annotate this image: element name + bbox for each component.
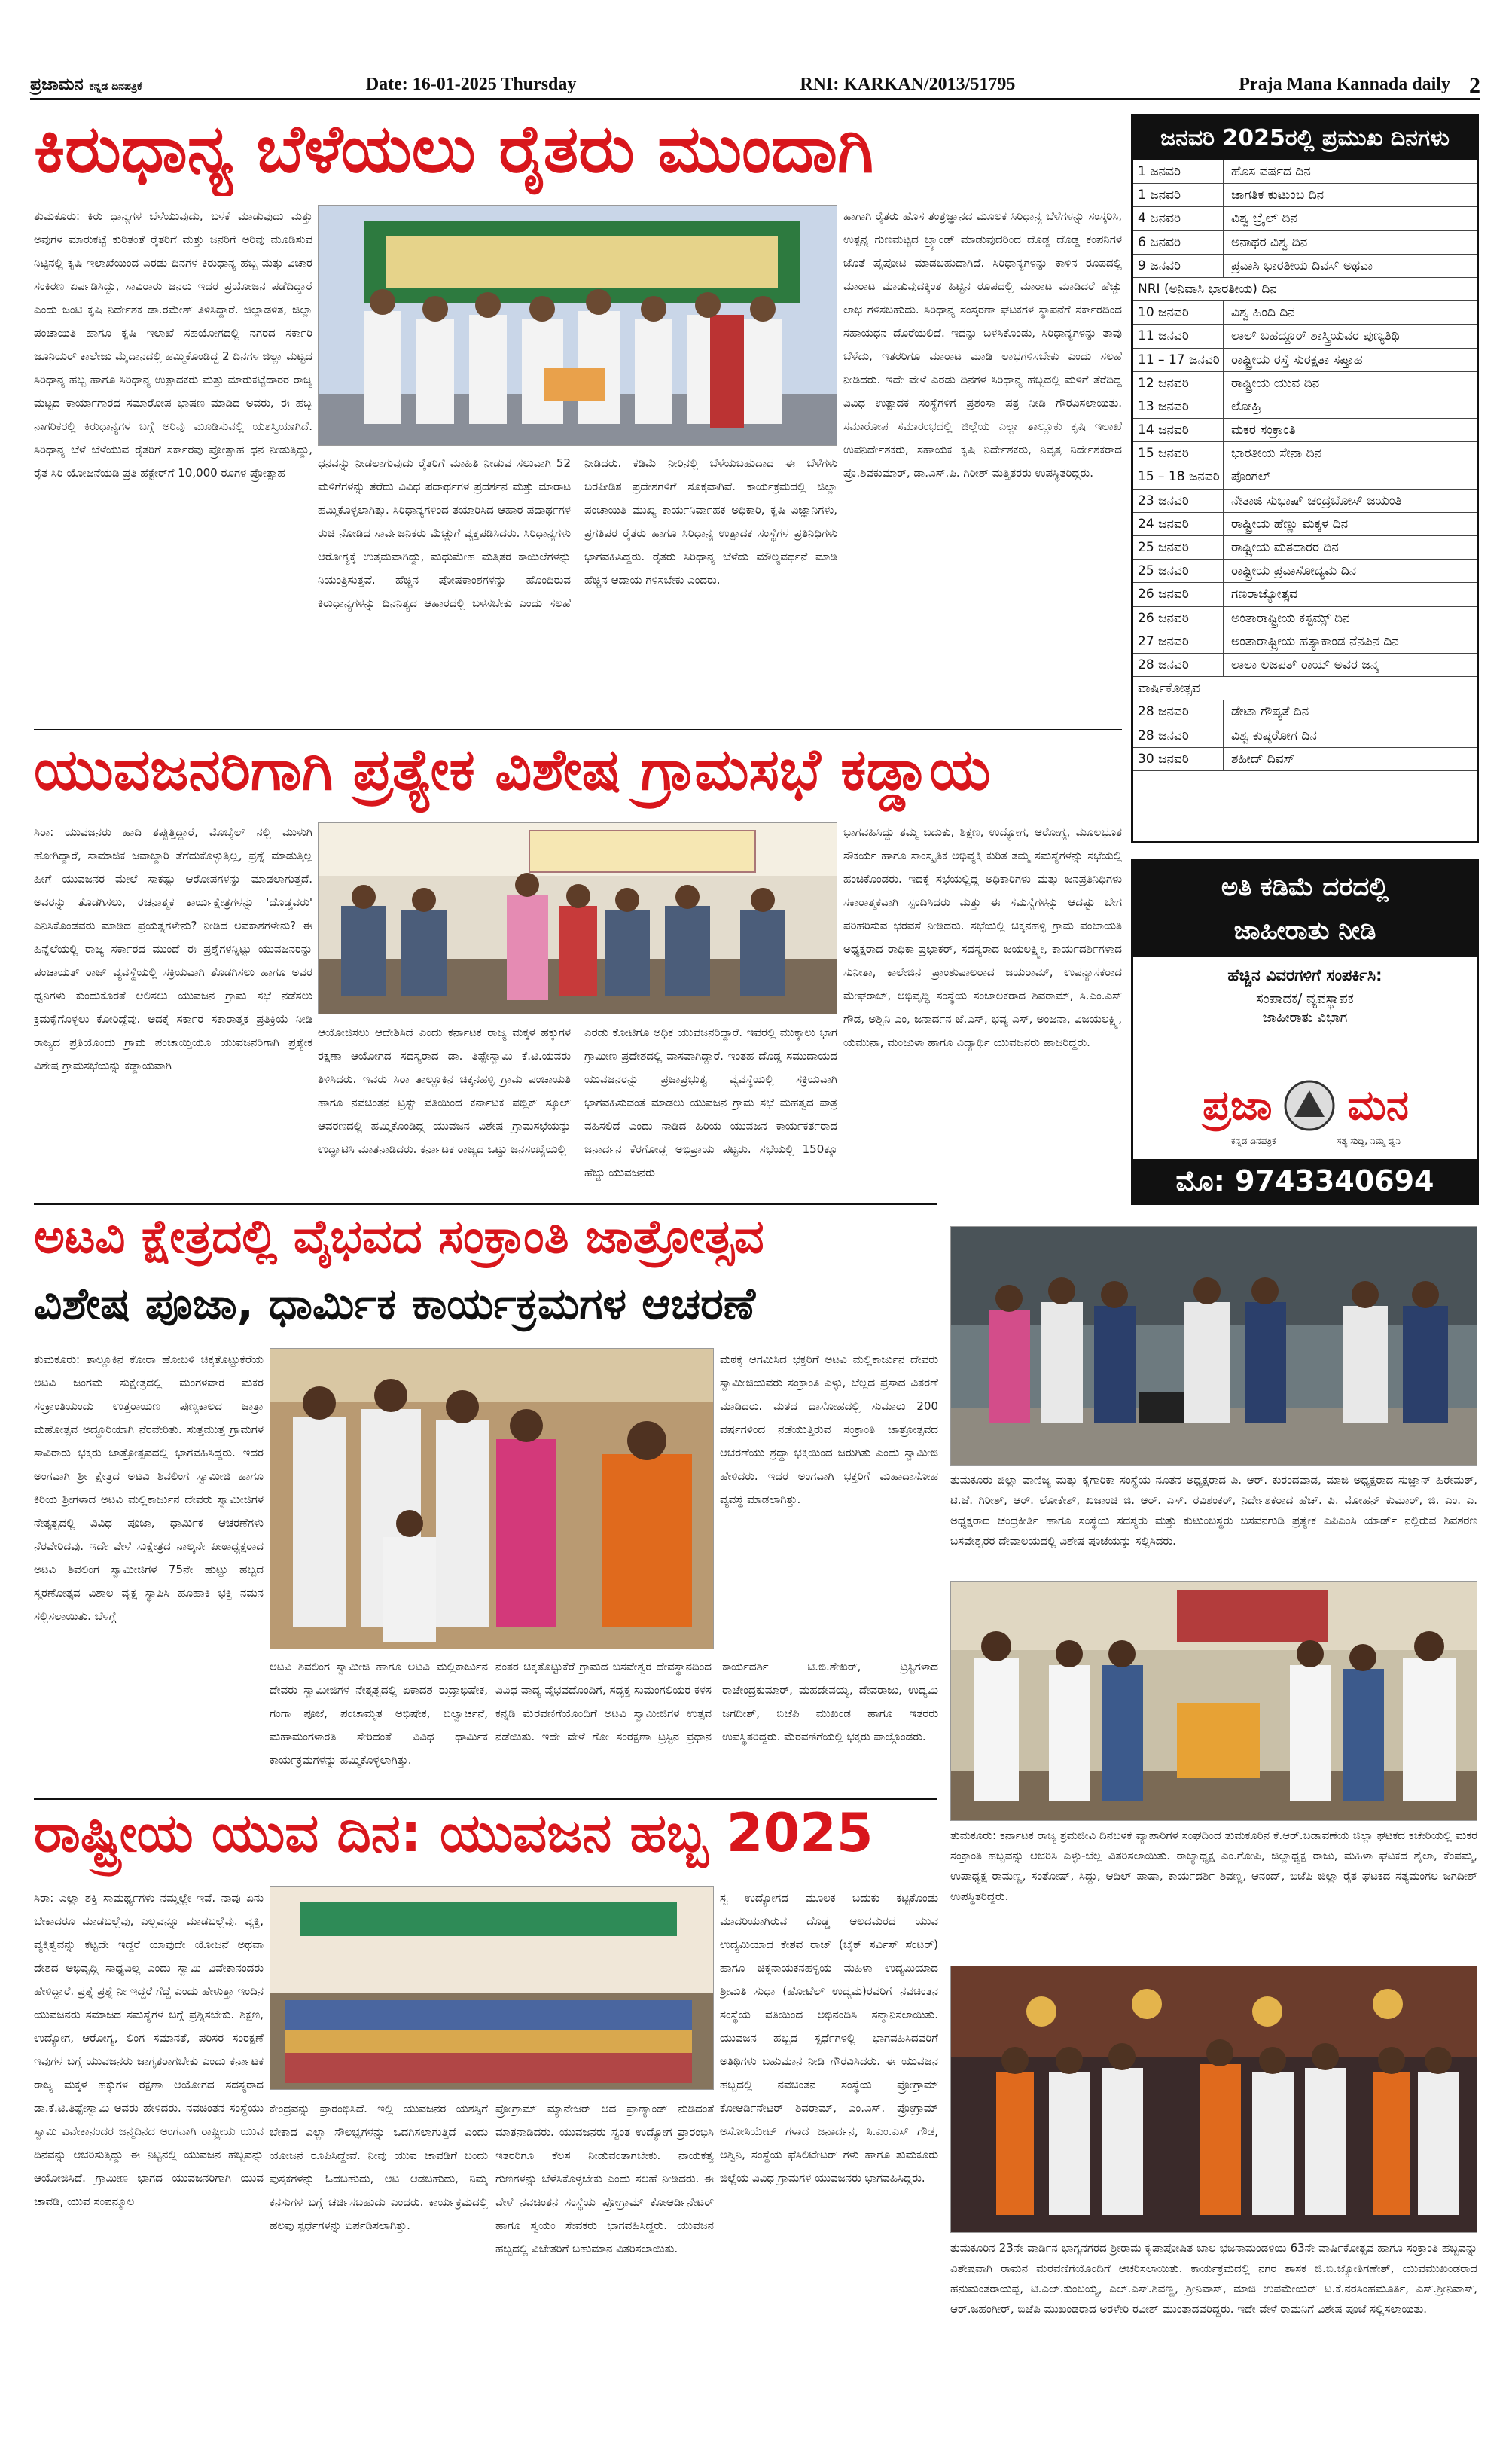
masthead-rni: RNI: KARKAN/2013/51795: [800, 75, 1016, 94]
a2-photo: [318, 822, 837, 1014]
important-day-row: [1133, 654, 1477, 677]
ad-dept1: ಸಂಪಾದಕ/ ವ್ಯವಸ್ಥಾಪಕ: [1256, 991, 1354, 1007]
a4-col3: ಪ್ರೋಗ್ರಾಮ್ ಮ್ಯಾನೇಜರ್ ಆದ ಪ್ರಾಣ್ಯಾಂಡ್ ನುಡಿದಂತೆ ಮಾತನಾಡಿದರು. ಯುವಜನರು ಸ್ವಂತ ಉದ್ಯೋಗ ಪ್ರಾರಂಭಿಸಿ ಇತರರಿಗೂ ಕೆಲಸ ನೀಡುವಂತಾಗಬೇಕು. ನಾಯಕತ್ವ ಗುಣಗಳನ್ನು ಬೆಳೆಸಿಕೊಳ್ಳಬೇಕು ಎಂದು ಸಲಹೆ ನೀಡಿದರು. ಈ ವೇಳೆ ನವಚಿಂತನ ಸಂಸ್ಥೆಯ ಪ್ರೋಗ್ರಾಮ್ ಕೋಆರ್ಡಿನೇಟರ್ ಹಾಗೂ ಸ್ವಯಂ ಸೇವಕರು ಭಾಗವಹಿಸಿದ್ದರು. ಯುವಜನ ಹಬ್ಬದಲ್ಲಿ ವಿಜೇತರಿಗೆ ಬಹುಮಾನ ವಿತರಿಸಲಾಯಿತು.: [495, 2102, 714, 2256]
important-day-date: 25 ಜನವರಿ: [1133, 560, 1224, 582]
important-day-row: [1133, 278, 1477, 301]
important-day-event: ಡೇಟಾ ಗೌಪ್ಯತೆ ದಿನ: [1231, 704, 1309, 720]
important-day-date: 15 – 18 ಜನವರಿ: [1133, 465, 1224, 488]
ad-line2: ಜಾಹೀರಾತು ನೀಡಿ: [1233, 916, 1376, 946]
a2-col2: ಆಯೋಜಿಸಲು ಆದೇಶಿಸಿದೆ ಎಂದು ಕರ್ನಾಟಕ ರಾಜ್ಯ ಮಕ್ಕಳ ಹಕ್ಕುಗಳ ರಕ್ಷಣಾ ಆಯೋಗದ ಸದಸ್ಯರಾದ ಡಾ. ತಿಪ್ಪೇಸ್ವಾಮಿ ಕೆ.ಟಿ.ಯವರು ತಿಳಿಸಿದರು. ಇವರು ಸಿರಾ ತಾಲ್ಲೂಕಿನ ಚಿಕ್ಕನಹಳ್ಳಿ ಗ್ರಾಮ ಪಂಚಾಯತಿ ಹಾಗೂ ನವಚಿಂತನ ಟ್ರಸ್ಟ್ ವತಿಯಿಂದ ಕರ್ನಾಟಕ ಪಬ್ಲಿಕ್ ಸ್ಕೂಲ್ ಆವರಣದಲ್ಲಿ ಹಮ್ಮಿಕೊಂಡಿದ್ದ ಯುವಜನ ವಿಶೇಷ ಗ್ರಾಮಸಭೆಯನ್ನು ಉದ್ಘಾಟಿಸಿ ಮಾತನಾಡಿದರು. ಕರ್ನಾಟಕ ರಾಜ್ಯದ ಒಟ್ಟು ಜನಸಂಖ್ಯೆಯಲ್ಲಿ: [318, 1026, 571, 1156]
a1-photo-image: [319, 206, 837, 446]
ad-logo-left: ಪ್ರಜಾ: [1203, 1081, 1273, 1129]
important-day-event: ಅಂತಾರಾಷ್ಟ್ರೀಯ ಕಸ್ಟಮ್ಸ್ ದಿನ: [1231, 610, 1350, 626]
important-day-date: 10 ಜನವರಿ: [1133, 301, 1224, 324]
masthead-logo: ಪ್ರಜಾಮನ ಕನ್ನಡ ದಿನಪತ್ರಿಕೆ: [30, 75, 142, 94]
a4-col1: ಸಿರಾ: ಎಲ್ಲಾ ಶಕ್ತಿ ಸಾಮರ್ಥ್ಯಗಳು ನಮ್ಮಲ್ಲೇ ಇವೆ. ನಾವು ಏನು ಬೇಕಾದರೂ ಮಾಡಬಲ್ಲೆವು, ಎಲ್ಲವನ್ನೂ ಮಾಡಬಲ್ಲೆವು. ವ್ಯಕ್ತಿ, ವ್ಯಕ್ತಿತ್ವವನ್ನು ಕಟ್ಟದೇ ಇದ್ದರೆ ಯಾವುದೇ ಯೋಜನೆ ಅಥವಾ ದೇಶದ ಅಭಿವೃದ್ಧಿ ಸಾಧ್ಯವಿಲ್ಲ ಎಂದು ಸ್ವಾಮಿ ವಿವೇಕಾನಂದರು ಹೇಳಿದ್ದಾರೆ. ಪ್ರಶ್ನೆ ಪ್ರಶ್ನೆ ನೀ ಇದ್ದರೆ ಗೆದ್ದೆ ಎಂದು ಹೇಳುತ್ತಾ ಇಂದಿನ ಯುವಜನರು ಸಮಾಜದ ಸಮಸ್ಯೆಗಳ ಬಗ್ಗೆ ಪ್ರಶ್ನಿಸಬೇಕು. ಶಿಕ್ಷಣ, ಉದ್ಯೋಗ, ಆರೋಗ್ಯ, ಲಿಂಗ ಸಮಾನತೆ, ಪರಿಸರ ಸಂರಕ್ಷಣೆ ಇವುಗಳ ಬಗ್ಗೆ ಯುವಜನರು ಜಾಗೃತರಾಗಬೇಕು ಎಂದು ಕರ್ನಾಟಕ ರಾಜ್ಯ ಮಕ್ಕಳ ಹಕ್ಕುಗಳ ರಕ್ಷಣಾ ಆಯೋಗದ ಸದಸ್ಯರಾದ ಡಾ.ಕೆ.ಟಿ.ತಿಪ್ಪೇಸ್ವಾಮಿ ಅವರು ಹೇಳಿದರು. ನವಚಿಂತನ ಸಂಸ್ಥೆಯು ಸ್ವಾಮಿ ವಿವೇಕಾನಂದರ ಜನ್ಮದಿನದ ಅಂಗವಾಗಿ ರಾಷ್ಟ್ರೀಯ ಯುವ ದಿನವನ್ನು ಆಚರಿಸುತ್ತಿದ್ದು ಈ ನಿಟ್ಟಿನಲ್ಲಿ ಯುವಜನ ಹಬ್ಬವನ್ನು ಆಯೋಜಿಸಿದೆ. ಗ್ರಾಮೀಣ ಭಾಗದ ಯುವಜನರಿಗಾಗಿ ಯುವ ಚಾವಡಿ, ಯುವ ಸಂಪನ್ಮೂಲ: [34, 1891, 264, 2208]
important-day-row: [1133, 700, 1477, 724]
important-day-event: ಪೊಂಗಲ್: [1231, 469, 1271, 485]
ad-logo-right: ಮನ: [1347, 1081, 1409, 1129]
right-caption-1: ತುಮಕೂರು ಜಿಲ್ಲಾ ವಾಣಿಜ್ಯ ಮತ್ತು ಕೈಗಾರಿಕಾ ಸಂಸ್ಥೆಯ ನೂತನ ಅಧ್ಯಕ್ಷರಾದ ಪಿ. ಆರ್. ಕುರಂದವಾಡ, ಮಾಜಿ ಅಧ್ಯಕ್ಷರಾದ ಸುಜ್ಞಾನ್ ಹಿರೇಮಠ್, ಟಿ.ಜೆ. ಗಿರೀಶ್, ಆರ್. ಲೋಕೇಶ್, ಖಜಾಂಚಿ ಜಿ. ಆರ್. ಎಸ್. ರವಿಶಂಕರ್, ನಿರ್ದೇಶಕರಾದ ಹೆಚ್. ಪಿ. ಮೋಹನ್ ಕುಮಾರ್, ಜಿ. ಎಂ. ಎ. ಅಧ್ಯಕ್ಷರಾದ ಚಂದ್ರಕೀರ್ತಿ ಹಾಗೂ ಸಂಸ್ಥೆಯ ಸದಸ್ಯರು ಮತ್ತು ಕುಟುಂಬಸ್ಥರು ಬಸವನಗುಡಿ ಪ್ರತ್ಯೇಕ ಎಪಿಎಂಸಿ ಯಾರ್ಡ್ ನಲ್ಲಿರುವ ಶಿವಶರಣ ಬಸವೇಶ್ವರರ ದೇವಾಲಯದಲ್ಲಿ ವಿಶೇಷ ಪೂಜೆಯನ್ನು ಸಲ್ಲಿಸಿದರು.: [950, 1473, 1477, 1548]
important-day-date: 30 ಜನವರಿ: [1133, 748, 1224, 770]
right-photo-1: [950, 1226, 1477, 1466]
a3-photo: [270, 1348, 714, 1649]
important-day-event: ಶಹೀದ್ ದಿವಸ್: [1231, 751, 1295, 767]
important-day-date: ವಾರ್ಷಿಕೋತ್ಸವ: [1138, 681, 1200, 697]
divider: [34, 1798, 937, 1800]
important-day-row: [1133, 560, 1477, 583]
important-day-row: [1133, 536, 1477, 560]
a2-headline: ಯುವಜನರಿಗಾಗಿ ಪ್ರತ್ಯೇಕ ವಿಶೇಷ ಗ್ರಾಮಸಭೆ ಕಡ್ಡಾಯ: [34, 738, 991, 803]
a3-col1: ತುಮಕೂರು: ತಾಲ್ಲೂಕಿನ ಕೋರಾ ಹೋಬಳಿ ಚಿಕ್ಕತೊಟ್ಟುಕೆರೆಯ ಅಟವಿ ಜಂಗಮ ಸುಕ್ಷೇತ್ರದಲ್ಲಿ ಮಂಗಳವಾರ ಮಕರ ಸಂಕ್ರಾಂತಿಯಂದು ಉತ್ತರಾಯಣ ಪುಣ್ಯಕಾಲದ ಜಾತ್ರಾ ಮಹೋತ್ಸವ ಅದ್ದೂರಿಯಾಗಿ ನೆರವೇರಿತು. ಸುತ್ತಮುತ್ತ ಗ್ರಾಮಗಳ ಸಾವಿರಾರು ಭಕ್ತರು ಜಾತ್ರೋತ್ಸವದಲ್ಲಿ ಭಾಗವಹಿಸಿದ್ದರು. ಇದರ ಅಂಗವಾಗಿ ಶ್ರೀ ಕ್ಷೇತ್ರದ ಅಟವಿ ಶಿವಲಿಂಗ ಸ್ವಾಮೀಜಿ ಹಾಗೂ ಕಿರಿಯ ಶ್ರೀಗಳಾದ ಅಟವಿ ಮಲ್ಲಿಕಾರ್ಜುನ ದೇವರು ಸ್ವಾಮೀಜಿಗಳ ನೇತೃತ್ವದಲ್ಲಿ ವಿವಿಧ ಪೂಜಾ, ಧಾರ್ಮಿಕ ಆಚರಣೆಗಳು ನೆರವೇರಿದವು. ಇದೇ ವೇಳೆ ಸುಕ್ಷೇತ್ರದ ನಾಲ್ಕನೇ ಪೀಠಾಧ್ಯಕ್ಷರಾದ ಅಟವಿ ಶಿವಲಿಂಗ ಸ್ವಾಮೀಜಿಗಳ 75ನೇ ಹುಟ್ಟು ಹಬ್ಬದ ಸ್ಮರಣೋತ್ಸವ ವಿಶಾಲ ವೃಕ್ಷ ಸ್ಥಾಪಿಸಿ ಹೂಹಾಕಿ ಭಕ್ತಿ ನಮನ ಸಲ್ಲಿಸಲಾಯಿತು. ಬೆಳಗ್ಗೆ: [34, 1353, 264, 1623]
important-day-event: ಗಣರಾಜ್ಯೋತ್ಸವ: [1231, 587, 1297, 602]
important-day-date: 11 ಜನವರಿ: [1133, 325, 1224, 347]
ad-line1: ಅತಿ ಕಡಿಮೆ ದರದಲ್ಲಿ: [1221, 872, 1389, 902]
important-day-row: [1133, 184, 1477, 207]
important-day-row: [1133, 748, 1477, 771]
divider: [34, 729, 1122, 730]
important-day-event: ರಾಷ್ಟ್ರೀಯ ಪ್ರವಾಸೋದ್ಯಮ ದಿನ: [1231, 563, 1357, 579]
important-day-date: 11 – 17 ಜನವರಿ: [1133, 349, 1224, 371]
masthead-date: Date: 16-01-2025 Thursday: [365, 75, 577, 94]
important-day-row: [1133, 419, 1477, 442]
important-day-date: 23 ಜನವರಿ: [1133, 490, 1224, 512]
a2-photo-image: [319, 823, 837, 1014]
a2-col4: ಭಾಗವಹಿಸಿದ್ದು ತಮ್ಮ ಬದುಕು, ಶಿಕ್ಷಣ, ಉದ್ಯೋಗ, ಆರೋಗ್ಯ, ಮೂಲಭೂತ ಸೌಕರ್ಯ ಹಾಗೂ ಸಾಂಸ್ಕೃತಿಕ ಅಭಿವ್ಯಕ್ತಿ ಕುರಿತ ತಮ್ಮ ಸಮಸ್ಯೆಗಳನ್ನು ಸಭೆಯಲ್ಲಿ ಹಂಚಿಕೊಂಡರು. ಇದಕ್ಕೆ ಸಭೆಯಲ್ಲಿದ್ದ ಅಧಿಕಾರಿಗಳು ಮತ್ತು ಜನಪ್ರತಿನಿಧಿಗಳು ಸಕಾರಾತ್ಮಕವಾಗಿ ಸ್ಪಂದಿಸಿದರು ಮತ್ತು ಈ ಸಮಸ್ಯೆಗಳನ್ನು ಆದಷ್ಟು ಬೇಗ ಪರಿಹರಿಸುವ ಭರವಸೆ ನೀಡಿದರು. ಸಭೆಯಲ್ಲಿ ಚಿಕ್ಕನಹಳ್ಳಿ ಗ್ರಾಮ ಪಂಚಾಯತಿ ಅಧ್ಯಕ್ಷರಾದ ರಾಧಿಕಾ ಪ್ರಭಾಕರ್, ಸದಸ್ಯರಾದ ಜಯಲಕ್ಷ್ಮೀ, ಕಾರ್ಯದರ್ಶಿಗಳಾದ ಸುನೀತಾ, ಕಾಲೇಜಿನ ಪ್ರಾಂಶುಪಾಲರಾದ ಜಯರಾಮ್, ಉಪನ್ಯಾಸಕರಾದ ಮೇಘರಾಜ್, ಅಭಿವೃದ್ಧಿ ಸಂಸ್ಥೆಯ ಸಂಚಾಲಕರಾದ ಶಿವರಾಮ್, ಸಿ.ಎಂ.ಎಸ್ ಗೌಡ, ಅಶ್ವಿನಿ ಎಂ, ಜನಾರ್ದನ ಜೆ.ಎಸ್, ಭವ್ಯ ಎಸ್, ಅಂಜನಾ, ವಿಜಯಲಕ್ಷ್ಮಿ, ಯಮುನಾ, ಮಂಜುಳಾ ಹಾಗೂ ವಿದ್ಯಾರ್ಥಿ ಯುವಜನರು ಹಾಜರಿದ್ದರು.: [843, 825, 1122, 1049]
masthead-paper: Praja Mana Kannada daily: [1239, 75, 1450, 94]
ad-contact-label: ಹೆಚ್ಚಿನ ವಿವರಗಳಿಗೆ ಸಂಪರ್ಕಿಸಿ:: [1227, 966, 1382, 984]
ad-logo-sub: ಸತ್ಯ ಸುದ್ದಿ, ನಿಮ್ಮ ಧ್ವನಿ: [1337, 1136, 1401, 1146]
a3-headline: ಅಟವಿ ಕ್ಷೇತ್ರದಲ್ಲಿ ವೈಭವದ ಸಂಕ್ರಾಂತಿ ಜಾತ್ರೋತ್ಸವ: [34, 1211, 764, 1264]
important-day-event: ರಾಷ್ಟ್ರೀಯ ಹೆಣ್ಣು ಮಕ್ಕಳ ದಿನ: [1231, 516, 1349, 532]
ad-logo-emblem-icon: [1279, 1079, 1340, 1132]
important-day-date: 15 ಜನವರಿ: [1133, 442, 1224, 465]
a4-photo: [270, 1886, 714, 2090]
a2-col3: ಎರಡು ಕೋಟಿಗೂ ಅಧಿಕ ಯುವಜನರಿದ್ದಾರೆ. ಇವರಲ್ಲಿ ಮುಕ್ಕಾಲು ಭಾಗ ಗ್ರಾಮೀಣ ಪ್ರದೇಶದಲ್ಲಿ ವಾಸವಾಗಿದ್ದಾರೆ. ಇಂತಹ ದೊಡ್ಡ ಸಮುದಾಯದ ಯುವಜನರನ್ನು ಪ್ರಜಾಪ್ರಭುತ್ವ ವ್ಯವಸ್ಥೆಯಲ್ಲಿ ಸಕ್ರಿಯವಾಗಿ ಭಾಗವಹಿಸುವಂತೆ ಮಾಡಲು ಯುವಜನ ಗ್ರಾಮ ಸಭೆ ಮಹತ್ವದ ಪಾತ್ರ ವಹಿಸಲಿದೆ ಎಂದು ನಾಡಿದ ಹಿರಿಯ ಯುವಜನ ಕಾರ್ಯಕರ್ತರಾದ ಜನಾರ್ದನ ಕೆರಗೋಡ್ಲ ಅಭಿಪ್ರಾಯ ಪಟ್ಟರು. ಸಭೆಯಲ್ಲಿ 150ಕ್ಕೂ ಹೆಚ್ಚು ಯುವಜನರು: [584, 1026, 837, 1179]
important-day-row: [1133, 607, 1477, 630]
important-day-event: ಹೊಸ ವರ್ಷದ ದಿನ: [1231, 164, 1311, 179]
important-day-row: [1133, 301, 1477, 325]
a2-col1: ಸಿರಾ: ಯುವಜನರು ಹಾದಿ ತಪ್ಪುತ್ತಿದ್ದಾರೆ, ಮೊಬೈಲ್ ನಲ್ಲಿ ಮುಳುಗಿ ಹೋಗಿದ್ದಾರೆ, ಸಾಮಾಜಿಕ ಜವಾಬ್ದಾರಿ ತೆಗೆದುಕೊಳ್ಳುತ್ತಿಲ್ಲ, ಪ್ರಶ್ನೆ ಮಾಡುತ್ತಿಲ್ಲ ಹೀಗೆ ಯುವಜನರ ಮೇಲೆ ಸಾಕಷ್ಟು ಆರೋಪಗಳನ್ನು ಮಾಡಲಾಗುತ್ತದೆ. ಅವರನ್ನು ತೊಡಗಿಸಲು, ರಚನಾತ್ಮಕ ಕಾರ್ಯಕ್ಷೇತ್ರಗಳನ್ನು 'ದೊಡ್ಡವರು' ಎನಿಸಿಕೊಂಡವರು ಮಾಡಿದ ಪ್ರಯತ್ನಗಳೇನು? ನೀಡಿದ ಅವಕಾಶಗಳೇನು? ಈ ಹಿನ್ನೆಲೆಯಲ್ಲಿ ರಾಜ್ಯ ಸರ್ಕಾರದ ಮುಂದೆ ಈ ಪ್ರಶ್ನೆಗಳನ್ನಿಟ್ಟು ಯುವಜನರನ್ನು ಪಂಚಾಯತ್ ರಾಜ್ ವ್ಯವಸ್ಥೆಯಲ್ಲಿ ಸಕ್ರಿಯವಾಗಿ ತೊಡಗಿಸಲು ಹಾಗೂ ಅವರ ಧ್ವನಿಗಳು ಕುಂದುಕೊರತೆ ಆಲಿಸಲು ಯುವಜನ ಗ್ರಾಮ ಸಭೆ ನಡೆಸಲು ಕ್ರಮಕೈಗೊಳ್ಳಲು ಕೋರಿದ್ದೆವು. ಅದಕ್ಕೆ ಸರ್ಕಾರ ಸಕಾರಾತ್ಮಕ ಪ್ರತಿಕ್ರಿಯೆ ನೀಡಿ ರಾಜ್ಯದ ಪ್ರತಿಯೊಂದು ಗ್ರಾಮ ಪಂಚಾಯ್ತಿಯೂ ಯುವಜನರಿಗಾಗಿ ಪ್ರತ್ಯೇಕ ವಿಶೇಷ ಗ್ರಾಮಸಭೆಯನ್ನು ಕಡ್ಡಾಯವಾಗಿ: [34, 825, 312, 1072]
important-day-event: ಅನಾಥರ ವಿಶ್ವ ದಿನ: [1231, 234, 1308, 250]
important-day-date: 1 ಜನವರಿ: [1133, 184, 1224, 206]
important-day-row: [1133, 372, 1477, 395]
important-day-date: 9 ಜನವರಿ: [1133, 255, 1224, 277]
important-day-row: [1133, 724, 1477, 748]
important-day-date: 25 ಜನವರಿ: [1133, 536, 1224, 559]
important-day-date: NRI (ಅನಿವಾಸಿ ಭಾರತೀಯ) ದಿನ: [1138, 281, 1277, 297]
ad-banner: [1133, 861, 1477, 957]
important-day-date: 1 ಜನವರಿ: [1133, 160, 1224, 183]
a4-headline: ರಾಷ್ಟ್ರೀಯ ಯುವ ದಿನ: ಯುವಜನ ಹಬ್ಬ 2025: [34, 1804, 873, 1864]
important-days-title: ಜನವರಿ 2025ರಲ್ಲಿ ಪ್ರಮುಖ ದಿನಗಳು: [1133, 117, 1477, 160]
important-day-date: 13 ಜನವರಿ: [1133, 395, 1224, 418]
important-day-row: [1133, 349, 1477, 372]
important-day-event: ವಿಶ್ವ ಹಿಂದಿ ದಿನ: [1231, 305, 1295, 321]
important-day-row: [1133, 490, 1477, 513]
important-day-event: ರಾಷ್ಟ್ರೀಯ ಮತದಾರರ ದಿನ: [1231, 540, 1339, 555]
masthead: [30, 72, 1480, 100]
important-day-event: ಲೋಹ್ರಿ: [1231, 398, 1261, 414]
important-day-row: [1133, 630, 1477, 654]
important-day-date: 12 ಜನವರಿ: [1133, 372, 1224, 395]
a3-col4: ನಂತರ ಚಿಕ್ಕತೊಟ್ಟುಕೆರೆ ಗ್ರಾಮದ ಬಸವೇಶ್ವರ ದೇವಸ್ಥಾನದಿಂದ ವಿವಿಧ ವಾದ್ಯ ವೈಭವದೊಂದಿಗೆ, ಸದ್ಭಕ್ತ ಸುಮಂಗಲಿಯರ ಕಳಸ ಕನ್ನಡಿ ಮೆರವಣಿಗೆಯೊಂದಿಗೆ ಅಟವಿ ಸ್ವಾಮೀಜಿಗಳ ಉತ್ಸವ ನಡೆಯಿತು. ಇದೇ ವೇಳೆ ಗೋ ಸಂರಕ್ಷಣಾ ಟ್ರಸ್ಟಿನ ಪ್ರಧಾನ ಕಾರ್ಯದರ್ಶಿ ಟಿ.ಬಿ.ಶೇಖರ್, ಟ್ರಸ್ಟಿಗಳಾದ ರಾಜೇಂದ್ರಕುಮಾರ್, ಮಹದೇವಯ್ಯ, ದೇವರಾಜು, ಉದ್ಯಮಿ ಜಗದೀಶ್, ಬಿಜೆಪಿ ಮುಖಂಡ ಹಾಗೂ ಇತರರು ಉಪಸ್ಥಿತರಿದ್ದರು. ಮೆರವಣಿಗೆಯಲ್ಲಿ ಭಕ್ತರು ಪಾಲ್ಗೊಂಡರು.: [495, 1660, 938, 1743]
right-photo-2-image: [951, 1582, 1477, 1821]
a3-subheadline: ವಿಶೇಷ ಪೂಜಾ, ಧಾರ್ಮಿಕ ಕಾರ್ಯಕ್ರಮಗಳ ಆಚರಣೆ: [34, 1280, 756, 1329]
important-day-event: ಪ್ರವಾಸಿ ಭಾರತೀಯ ದಿವಸ್ ಅಥವಾ: [1231, 258, 1373, 273]
a4-col2: ಕೇಂದ್ರವನ್ನು ಪ್ರಾರಂಭಿಸಿದೆ. ಇಲ್ಲಿ ಯುವಜನರ ಯಶಸ್ಸಿಗೆ ಬೇಕಾದ ಎಲ್ಲಾ ಸೌಲಭ್ಯಗಳನ್ನು ಒದಗಿಸಲಾಗುತ್ತಿದೆ ಎಂದು ಯೋಜನೆ ರೂಪಿಸಿದ್ದೇವೆ. ನೀವು ಯುವ ಚಾವಡಿಗೆ ಬಂದು ಪುಸ್ತಕಗಳನ್ನು ಓದಬಹುದು, ಆಟ ಆಡಬಹುದು, ನಿಮ್ಮ ಕನಸುಗಳ ಬಗ್ಗೆ ಚರ್ಚಿಸಬಹುದು ಎಂದರು. ಕಾರ್ಯಕ್ರಮದಲ್ಲಿ ಹಲವು ಸ್ಪರ್ಧೆಗಳನ್ನು ಏರ್ಪಡಿಸಲಾಗಿತ್ತು.: [270, 2102, 488, 2232]
a1-col2: ಧನವನ್ನು ನೀಡಲಾಗುವುದು ರೈತರಿಗೆ ಮಾಹಿತಿ ನೀಡುವ ಸಲುವಾಗಿ 52 ಮಳಿಗೆಗಳನ್ನು ತೆರೆದು ವಿವಿಧ ಪದಾರ್ಥಗಳ ಪ್ರದರ್ಶನ ಮತ್ತು ಮಾರಾಟ ಹಮ್ಮಿಕೊಳ್ಳಲಾಗಿತ್ತು. ಸಿರಿಧಾನ್ಯಗಳಿಂದ ತಯಾರಿಸಿದ ಆಹಾರ ಪದಾರ್ಥಗಳ ರುಚಿ ನೋಡಿದ ಸಾರ್ವಜನಿಕರು ಮೆಚ್ಚುಗೆ ವ್ಯಕ್ತಪಡಿಸಿದರು. ಸಿರಿಧಾನ್ಯಗಳು ಆರೋಗ್ಯಕ್ಕೆ ಉತ್ತಮವಾಗಿದ್ದು, ಮಧುಮೇಹ ಮತ್ತಿತರ ಕಾಯಿಲೆಗಳನ್ನು ನಿಯಂತ್ರಿಸುತ್ತವೆ. ಹೆಚ್ಚಿನ ಪೋಷಕಾಂಶಗಳನ್ನು ಹೊಂದಿರುವ ಕಿರುಧಾನ್ಯಗಳನ್ನು ದಿನನಿತ್ಯದ ಆಹಾರದಲ್ಲಿ ಬಳಸಬೇಕು ಎಂದು ಸಲಹೆ ನೀಡಿದರು. ಕಡಿಮೆ ನೀರಿನಲ್ಲಿ ಬೆಳೆಯಬಹುದಾದ ಈ ಬೆಳೆಗಳು ಬರಪೀಡಿತ ಪ್ರದೇಶಗಳಿಗೆ ಸೂಕ್ತವಾಗಿವೆ. ಕಾರ್ಯಕ್ರಮದಲ್ಲಿ ಜಿಲ್ಲಾ ಪಂಚಾಯಿತಿ ಮುಖ್ಯ ಕಾರ್ಯನಿರ್ವಾಹಕ ಅಧಿಕಾರಿ, ಕೃಷಿ ವಿಜ್ಞಾನಿಗಳು, ಪ್ರಗತಿಪರ ರೈತರು ಹಾಗೂ ಸಿರಿಧಾನ್ಯ ಉತ್ಪಾದಕ ಸಂಸ್ಥೆಗಳ ಪ್ರತಿನಿಧಿಗಳು ಭಾಗವಹಿಸಿದ್ದರು. ರೈತರು ಸಿರಿಧಾನ್ಯ ಬೆಳೆದು ಮೌಲ್ಯವರ್ಧನೆ ಮಾಡಿ ಹೆಚ್ಚಿನ ಆದಾಯ ಗಳಿಸಬೇಕು ಎಂದರು.: [318, 456, 837, 610]
important-day-event: ವಿಶ್ವ ಕುಷ್ಠರೋಗ ದಿನ: [1231, 727, 1317, 743]
important-day-date: 28 ಜನವರಿ: [1133, 700, 1224, 723]
right-photo-3: [950, 1966, 1477, 2233]
ad-logo-tag: ಕನ್ನಡ ದಿನಪತ್ರಿಕೆ: [1231, 1136, 1277, 1146]
important-day-row: [1133, 160, 1477, 184]
important-day-date: 26 ಜನವರಿ: [1133, 583, 1224, 605]
right-caption-2: ತುಮಕೂರು: ಕರ್ನಾಟಕ ರಾಜ್ಯ ಶ್ರಮಜೀವಿ ದಿನಬಳಕೆ ವ್ಯಾಪಾರಿಗಳ ಸಂಘದಿಂದ ತುಮಕೂರಿನ ಕೆ.ಆರ್.ಬಡಾವಣೆಯ ಜಿಲ್ಲಾ ಘಟಕದ ಕಚೇರಿಯಲ್ಲಿ ಮಕರ ಸಂಕ್ರಾಂತಿ ಹಬ್ಬವನ್ನು ಆಚರಿಸಿ ಎಳ್ಳು-ಬೆಲ್ಲ ವಿತರಿಸಲಾಯಿತು. ರಾಜ್ಯಾಧ್ಯಕ್ಷ ಎಂ.ಗೋಪಿ, ಜಿಲ್ಲಾಧ್ಯಕ್ಷ ರಾಜು, ಮಹಿಳಾ ಘಟಕದ ಶೈಲಾ, ಕೆಂಪಮ್ಮ, ಉಪಾಧ್ಯಕ್ಷ ರಾಮಣ್ಣ, ಸಂತೋಷ್, ಸಿದ್ದು, ಆದಿಲ್ ಪಾಷಾ, ಕಾರ್ಯದರ್ಶಿ ಶಿವಣ್ಣ, ಆನಂದ್, ಬಿಜೆಪಿ ಜಿಲ್ಲಾ ರೈತ ಘಟಕದ ಸತ್ಯಮಂಗಲ ಜಗದೀಶ್ ಉಪಸ್ಥಿತರಿದ್ದರು.: [950, 1829, 1477, 1903]
important-day-row: [1133, 231, 1477, 255]
divider: [34, 1203, 937, 1205]
important-day-event: ಭಾರತೀಯ ಸೇನಾ ದಿನ: [1231, 446, 1322, 462]
a4-col4: ಸ್ವ ಉದ್ಯೋಗದ ಮೂಲಕ ಬದುಕು ಕಟ್ಟಿಕೊಂಡು ಮಾದರಿಯಾಗಿರುವ ದೊಡ್ಡ ಆಲದಮರದ ಯುವ ಉದ್ಯಮಿಯಾದ ಕೇಶವ ರಾಜ್ (ಬೈಕ್ ಸರ್ವಿಸ್ ಸೆಂಟರ್) ಹಾಗೂ ಚಿಕ್ಕನಾಯಕನಹಳ್ಳಿಯ ಮಹಿಳಾ ಉದ್ಯಮಿಯಾದ ಶ್ರೀಮತಿ ಸುಧಾ (ಹೋಟೆಲ್ ಉದ್ಯಮ)ರವರಿಗೆ ನವಚಿಂತನ ಸಂಸ್ಥೆಯ ವತಿಯಿಂದ ಅಭಿನಂದಿಸಿ ಸನ್ಮಾನಿಸಲಾಯಿತು. ಯುವಜನ ಹಬ್ಬದ ಸ್ಪರ್ಧೆಗಳಲ್ಲಿ ಭಾಗವಹಿಸಿದವರಿಗೆ ಅತಿಥಿಗಳು ಬಹುಮಾನ ನೀಡಿ ಗೌರವಿಸಿದರು. ಈ ಯುವಜನ ಹಬ್ಬದಲ್ಲಿ ನವಚಿಂತನ ಸಂಸ್ಥೆಯ ಪ್ರೋಗ್ರಾಮ್ ಕೋಆರ್ಡಿನೇಟರ್ ಶಿವರಾಮ್, ಎಂ.ಎಸ್. ಪ್ರೋಗ್ರಾಮ್ ಅಸೋಸಿಯೇಟ್ ಗಳಾದ ಜನಾರ್ದನ, ಸಿ.ಎಂ.ಎಸ್ ಗೌಡ, ಅಶ್ವಿನಿ, ಸಂಸ್ಥೆಯ ಫೆಸಿಲಿಟೇಟರ್ ಗಳು ಹಾಗೂ ತುಮಕೂರು ಜಿಲ್ಲೆಯ ವಿವಿಧ ಗ್ರಾಮಗಳ ಯುವಜನರು ಭಾಗವಹಿಸಿದ್ದರು.: [720, 1891, 938, 2185]
important-day-event: ರಾಷ್ಟ್ರೀಯ ರಸ್ತೆ ಸುರಕ್ಷತಾ ಸಪ್ತಾಹ: [1231, 352, 1363, 368]
important-days-box: [1131, 114, 1479, 843]
important-day-row: [1133, 465, 1477, 489]
page-number: 2: [1469, 73, 1480, 98]
important-day-row: [1133, 513, 1477, 536]
important-day-row: [1133, 677, 1477, 700]
important-day-event: ರಾಷ್ಟ್ರೀಯ ಯುವ ದಿನ: [1231, 375, 1320, 391]
important-day-event: ನೇತಾಜಿ ಸುಭಾಷ್ ಚಂದ್ರಬೋಸ್ ಜಯಂತಿ: [1231, 493, 1402, 508]
important-day-date: 14 ಜನವರಿ: [1133, 419, 1224, 441]
ad-dept2: ಜಾಹೀರಾತು ವಿಭಾಗ: [1262, 1010, 1348, 1026]
important-day-date: 28 ಜನವರಿ: [1133, 654, 1224, 676]
a4-photo-image: [270, 1887, 714, 2090]
important-day-date: 24 ಜನವರಿ: [1133, 513, 1224, 535]
ad-logo: [1144, 1072, 1468, 1139]
important-day-row: [1133, 255, 1477, 278]
important-days-list: [1133, 160, 1477, 771]
important-day-event: ಲಾಲಾ ಲಜಪತ್ ರಾಯ್ ಅವರ ಜನ್ಮ: [1231, 657, 1379, 673]
important-day-event: ಮಕರ ಸಂಕ್ರಾಂತಿ: [1231, 422, 1296, 438]
right-photo-1-image: [951, 1227, 1477, 1466]
important-day-row: [1133, 442, 1477, 465]
a1-col1: ತುಮಕೂರು: ಕಿರು ಧಾನ್ಯಗಳ ಬೆಳೆಯುವುದು, ಬಳಕೆ ಮಾಡುವುದು ಮತ್ತು ಅವುಗಳ ಮಾರುಕಟ್ಟೆ ಕುರಿತಂತೆ ರೈತರಿಗೆ ಮತ್ತು ಜನರಿಗೆ ಅರಿವು ಮೂಡಿಸುವ ನಿಟ್ಟಿನಲ್ಲಿ ಕೃಷಿ ಇಲಾಖೆಯಿಂದ ಎರಡು ದಿನಗಳ ಕಿರುಧಾನ್ಯ ಹಬ್ಬ ಮತ್ತು ವಿಚಾರ ಸಂಕಿರಣ ಏರ್ಪಡಿಸಿದ್ದು, ಸಾವಿರಾರು ಜನರು ಇದರ ಪ್ರಯೋಜನ ಪಡೆದಿದ್ದಾರೆ ಎಂದು ಜಂಟಿ ಕೃಷಿ ನಿರ್ದೇಶಕ ಡಾ.ರಮೇಶ್ ತಿಳಿಸಿದ್ದಾರೆ. ಜಿಲ್ಲಾಡಳಿತ, ಜಿಲ್ಲಾ ಪಂಚಾಯಿತಿ ಹಾಗೂ ಕೃಷಿ ಇಲಾಖೆ ಸಹಯೋಗದಲ್ಲಿ ನಗರದ ಸರ್ಕಾರಿ ಜೂನಿಯರ್ ಕಾಲೇಜು ಮೈದಾನದಲ್ಲಿ ಹಮ್ಮಿಕೊಂಡಿದ್ದ 2 ದಿನಗಳ ಜಿಲ್ಲಾ ಮಟ್ಟದ ಸಿರಿಧಾನ್ಯ ಹಬ್ಬ ಹಾಗೂ ಸಿರಿಧಾನ್ಯ ಉತ್ಪಾದಕರು ಮತ್ತು ಮಾರುಕಟ್ಟೆದಾರರ ರಾಜ್ಯ ಮಟ್ಟದ ಕಾರ್ಯಾಗಾರದ ಸಮಾರೋಪ ಭಾಷಣ ಮಾಡಿದ ಅವರು, ಈ ಹಬ್ಬ ನಾಗರಿಕರಲ್ಲಿ ಕಿರುಧಾನ್ಯಗಳ ಬಗ್ಗೆ ಅರಿವು ಮೂಡಿಸುವಲ್ಲಿ ಯಶಸ್ವಿಯಾಗಿದೆ. ಸಿರಿಧಾನ್ಯ ಬೆಳೆ ಬೆಳೆಯುವ ರೈತರಿಗೆ ಸರ್ಕಾರವು ಪ್ರೋತ್ಸಾಹ ಧನ ನೀಡುತ್ತಿದ್ದು, ರೈತ ಸಿರಿ ಯೋಜನೆಯಡಿ ಪ್ರತಿ ಹೆಕ್ಟೇರ್‌ಗೆ 10,000 ರೂಗಳ ಪ್ರೋತ್ಸಾಹ: [34, 209, 312, 480]
important-day-date: 28 ಜನವರಿ: [1133, 724, 1224, 747]
a3-photo-image: [270, 1349, 714, 1649]
a1-col3: ಹಾಗಾಗಿ ರೈತರು ಹೊಸ ತಂತ್ರಜ್ಞಾನದ ಮೂಲಕ ಸಿರಿಧಾನ್ಯ ಬೆಳೆಗಳನ್ನು ಸಂಸ್ಕರಿಸಿ, ಉತ್ಪನ್ನ ಗುಣಮಟ್ಟದ ಬ್ರ್ಯಾಂಡ್ ಮಾಡುವುದರಿಂದ ದೊಡ್ಡ ದೊಡ್ಡ ಕಂಪನಿಗಳ ಜೊತೆ ಪೈಪೋಟಿ ಮಾಡಬಹುದಾಗಿದೆ. ಸಿರಿಧಾನ್ಯಗಳನ್ನು ಕಾಳಿನ ರೂಪದಲ್ಲಿ ಮಾರಾಟ ಮಾಡುವುದಕ್ಕಿಂತ ಹಿಟ್ಟಿನ ರೂಪದಲ್ಲಿ ಮಾರಾಟ ಮಾಡಿದರೆ ಹೆಚ್ಚು ಲಾಭ ಗಳಿಸಬಹುದು. ಸಿರಿಧಾನ್ಯ ಸಂಸ್ಕರಣಾ ಘಟಕಗಳ ಸ್ಥಾಪನೆಗೆ ಸರ್ಕಾರದಿಂದ ಸಹಾಯಧನ ದೊರೆಯಲಿದೆ. ಇದನ್ನು ಬಳಸಿಕೊಂಡು, ಸಿರಿಧಾನ್ಯಗಳನ್ನು ತಾವು ಬೆಳೆದು, ಇತರರಿಗೂ ಮಾರಾಟ ಮಾಡಿ ಲಾಭಗಳಿಸಬೇಕು ಎಂದು ಸಲಹೆ ನೀಡಿದರು. ಇದೇ ವೇಳೆ ಎರಡು ದಿನಗಳ ಸಿರಿಧಾನ್ಯ ಹಬ್ಬದಲ್ಲಿ ಮಳಿಗೆ ತೆರೆದಿದ್ದ ವಿವಿಧ ಉತ್ಪಾದಕ ಸಂಸ್ಥೆಗಳಿಗೆ ಪ್ರಶಂಸಾ ಪತ್ರ ನೀಡಿ ಗೌರವಿಸಲಾಯಿತು. ಸಮಾರೋಪ ಸಮಾರಂಭದಲ್ಲಿ ಜಿಲ್ಲೆಯ ಎಲ್ಲಾ ತಾಲ್ಲೂಕು ಕೃಷಿ ಇಲಾಖೆ ಉಪನಿರ್ದೇಶಕರು, ಸಹಾಯಕ ಕೃಷಿ ನಿರ್ದೇಶಕರು, ನಿವೃತ್ತ ನಿರ್ದೇಶಕರಾದ ಪ್ರೊ.ಶಿವಕುಮಾರ್, ಡಾ.ಎಸ್.ಪಿ. ಗಿರೀಶ್ ಮತ್ತಿತರರು ಉಪಸ್ಥಿತರಿದ್ದರು.: [843, 209, 1122, 480]
important-day-event: ಅಂತಾರಾಷ್ಟ್ರೀಯ ಹತ್ಯಾಕಾಂಡ ನೆನಪಿನ ದಿನ: [1231, 633, 1399, 649]
a3-col3: ಅಟವಿ ಶಿವಲಿಂಗ ಸ್ವಾಮೀಜಿ ಹಾಗೂ ಅಟವಿ ಮಲ್ಲಿಕಾರ್ಜುನ ದೇವರು ಸ್ವಾಮೀಜಿಗಳ ನೇತೃತ್ವದಲ್ಲಿ ಏಕಾದಶ ರುದ್ರಾಭಿಷೇಕ, ಗಂಗಾ ಪೂಜೆ, ಪಂಚಾಮೃತ ಅಭಿಷೇಕ, ಬಿಲ್ವಾರ್ಚನೆ, ಮಹಾಮಂಗಳಾರತಿ ಸೇರಿದಂತೆ ವಿವಿಧ ಧಾರ್ಮಿಕ ಕಾರ್ಯಕ್ರಮಗಳನ್ನು ಹಮ್ಮಿಕೊಳ್ಳಲಾಗಿತ್ತು.: [270, 1660, 488, 1767]
important-day-date: 26 ಜನವರಿ: [1133, 607, 1224, 630]
important-day-event: ಜಾಗತಿಕ ಕುಟುಂಬ ದಿನ: [1231, 188, 1325, 203]
right-photo-3-image: [951, 1966, 1477, 2233]
important-day-row: [1133, 395, 1477, 419]
important-day-date: 4 ಜನವರಿ: [1133, 207, 1224, 230]
right-photo-2: [950, 1581, 1477, 1821]
right-caption-3: ತುಮಕೂರಿನ 23ನೇ ವಾರ್ಡಿನ ಭಾಗ್ಯನಗರದ ಶ್ರೀರಾಮ ಕೃಪಾಪೋಷಿತ ಬಾಲ ಭಜನಾಮಂಡಳಿಯ 63ನೇ ವಾರ್ಷಿಕೋತ್ಸವ ಹಾಗೂ ಸಂಕ್ರಾಂತಿ ಹಬ್ಬವನ್ನು ವಿಶೇಷವಾಗಿ ರಾಮನ ಮೆರವಣಿಗೆಯೊಂದಿಗೆ ಆಚರಿಸಲಾಯಿತು. ಕಾರ್ಯಕ್ರಮದಲ್ಲಿ ನಗರ ಶಾಸಕ ಜಿ.ಬಿ.ಜ್ಯೋತಿಗಣೇಶ್, ಯುವಮುಖಂಡರಾದ ಹನುಮಂತರಾಯಪ್ಪ, ಟಿ.ಎಲ್.ಕುಂಬಯ್ಯ, ಎಲ್.ಎಸ್.ಶಿವಣ್ಣ, ಶ್ರೀನಿವಾಸ್, ಮಾಜಿ ಉಪಮೇಯರ್ ಟಿ.ಕೆ.ನರಸಿಂಹಮೂರ್ತಿ, ಎಸ್.ಶ್ರೀನಿವಾಸ್, ಆರ್.ಜಹಂಗೀರ್, ಬಿಜೆಪಿ ಮುಖಂಡರಾದ ಅರಳೇರಿ ರವೀಶ್ ಮುಂತಾದವರಿದ್ದರು. ಇದೇ ವೇಳೆ ರಾಮನಿಗೆ ವಿಶೇಷ ಪೂಜೆ ಸಲ್ಲಿಸಲಾಯಿತು.: [950, 2241, 1477, 2316]
ad-phone: ಮೊ: 9743340694: [1133, 1159, 1477, 1203]
ad-box: [1131, 859, 1479, 1205]
important-day-event: ಲಾಲ್ ಬಹದ್ದೂರ್ ಶಾಸ್ತ್ರಿಯವರ ಪುಣ್ಯತಿಥಿ: [1231, 328, 1400, 344]
a3-col2: ಮಠಕ್ಕೆ ಆಗಮಿಸಿದ ಭಕ್ತರಿಗೆ ಅಟವಿ ಮಲ್ಲಿಕಾರ್ಜುನ ದೇವರು ಸ್ವಾಮೀಜಿಯವರು ಸಂಕ್ರಾಂತಿ ಎಳ್ಳು, ಬೆಲ್ಲದ ಪ್ರಸಾದ ವಿತರಣೆ ಮಾಡಿದರು. ಮಠದ ದಾಸೋಹದಲ್ಲಿ ಸುಮಾರು 200 ವರ್ಷಗಳಿಂದ ನಡೆಯುತ್ತಿರುವ ಸಂಕ್ರಾಂತಿ ಜಾತ್ರೋತ್ಸವದ ಆಚರಣೆಯು ಶ್ರದ್ಧಾ ಭಕ್ತಿಯಿಂದ ಜರುಗಿತು ಎಂದು ಸ್ವಾಮೀಜಿ ಹೇಳಿದರು. ಇದರ ಅಂಗವಾಗಿ ಭಕ್ತರಿಗೆ ಮಹಾದಾಸೋಹ ವ್ಯವಸ್ಥೆ ಮಾಡಲಾಗಿತ್ತು.: [720, 1353, 938, 1506]
a1-headline: ಕಿರುಧಾನ್ಯ ಬೆಳೆಯಲು ರೈತರು ಮುಂದಾಗಿ: [34, 113, 874, 188]
important-day-row: [1133, 583, 1477, 606]
important-day-date: 6 ಜನವರಿ: [1133, 231, 1224, 254]
important-day-event: ವಿಶ್ವ ಬ್ರೈಲ್ ದಿನ: [1231, 211, 1297, 227]
important-day-date: 27 ಜನವರಿ: [1133, 630, 1224, 653]
important-day-row: [1133, 207, 1477, 230]
a1-photo: [318, 205, 837, 446]
important-day-row: [1133, 325, 1477, 348]
